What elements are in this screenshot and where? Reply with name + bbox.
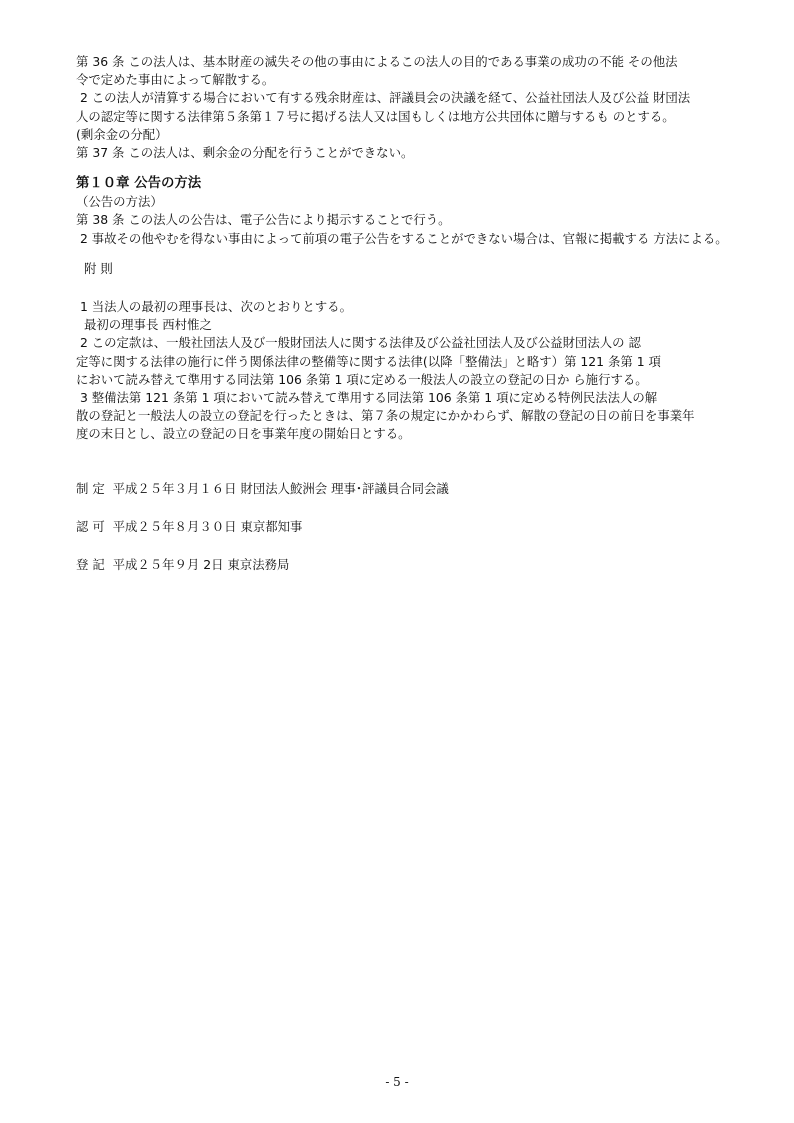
article-36-line-1: 第 36 条 この法人は、基本財産の滅失その他の事由によるこの法人の目的である事業の成功の不能 その他法 — [76, 54, 678, 69]
article-36-paragraph-2-line-1: 2 この法人が清算する場合において有する残余財産は、評議員会の決議を経て、公益社団法人及び公益 財団法 — [76, 90, 691, 106]
article-38-paragraph-2: 2 事故その他やむを得ない事由によって前項の電子公告をすることができない場合は、官報に掲載する 方法による。 — [76, 230, 728, 246]
supplementary-item-2-line-1: 2 この定款は、一般社団法人及び一般財団法人に関する法律及び公益社団法人及び公益財団法人の 認 — [76, 335, 641, 351]
document-body — [76, 53, 736, 594]
supplementary-provisions-heading: 附 則 — [84, 260, 113, 276]
article-38: 第 38 条 この法人の公告は、電子公告により掲示することで行う。 — [76, 212, 451, 228]
supplementary-item-3-line-1: 3 整備法第 121 条第 1 項において読み替えて準用する同法第 106 条第 1 項に定める特例民法法人の解 — [76, 390, 658, 406]
article-36-line-2: 令で定めた事由によって解散する。 — [76, 72, 275, 88]
supplementary-item-3-line-3: 度の末日とし、設立の登記の日を事業年度の開始日とする。 — [76, 426, 411, 442]
page-number: - 5 - — [385, 1075, 409, 1089]
article-37-heading: (剰余金の分配） — [76, 126, 168, 142]
chapter-10-title: 第１０章 公告の方法 — [76, 176, 202, 192]
first-chairman-name: 最初の理事長 西村惟之 — [84, 317, 212, 333]
approval-record: 認 可 平成２５年８月３０日 東京都知事 — [76, 518, 303, 534]
registration-record: 登 記 平成２５年９月 2日 東京法務局 — [76, 557, 290, 573]
supplementary-item-1: 1 当法人の最初の理事長は、次のとおりとする。 — [76, 299, 352, 315]
enactment-record: 制 定 平成２５年３月１６日 財団法人鮫洲会 理事･評議員合同会議 — [76, 480, 449, 496]
article-37: 第 37 条 この法人は、剰余金の分配を行うことができない。 — [76, 145, 414, 161]
article-36-paragraph-2-line-2: 人の認定等に関する法律第５条第１７号に掲げる法人又は国もしくは地方公共団体に贈与するも のとする。 — [76, 108, 675, 124]
supplementary-item-2-line-3: において読み替えて準用する同法第 106 条第 1 項に定める一般法人の設立の登記の日か ら施行する。 — [76, 371, 648, 387]
supplementary-item-2-line-2: 定等に関する法律の施行に伴う関係法律の整備等に関する法律(以降「整備法」と略す）第 121 条第 1 項 — [76, 353, 661, 369]
supplementary-item-3-line-2: 散の登記と一般法人の設立の登記を行ったときは、第７条の規定にかかわらず、解散の登記の日の前日を事業年 — [76, 408, 695, 424]
article-38-heading: （公告の方法） — [76, 194, 163, 210]
